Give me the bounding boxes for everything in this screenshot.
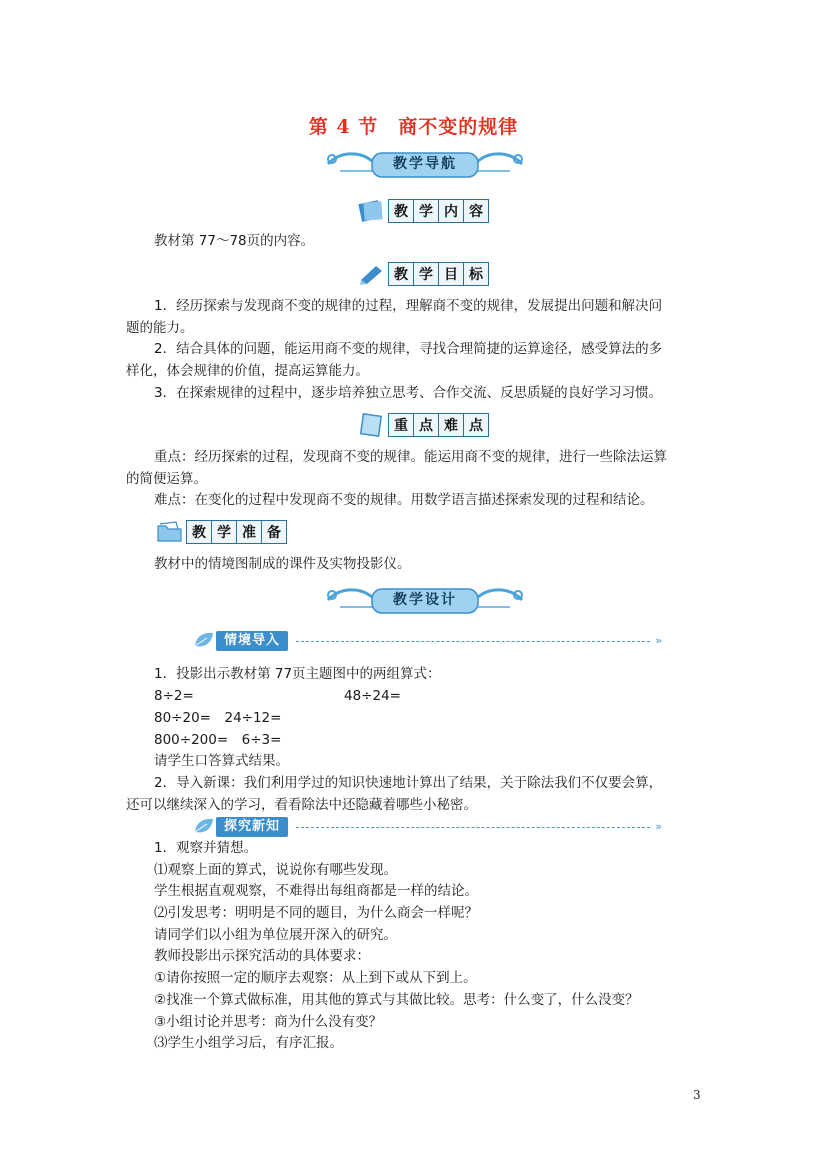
keypoints-line: 难点：在变化的过程中发现商不变的规律。用数学语言描述探索发现的过程和结论。 [154, 492, 654, 508]
section-char: 目 [438, 262, 464, 286]
leaf-icon [192, 816, 216, 838]
section-header-prep [156, 519, 296, 545]
banner-teaching-guide [320, 147, 530, 181]
folder-icon [156, 520, 184, 544]
notebook-icon [358, 413, 386, 437]
section-char: 备 [261, 520, 287, 544]
section-char: 教 [186, 520, 212, 544]
section-char: 教 [388, 199, 414, 223]
intro-line: 80÷20= 24÷12= [154, 710, 282, 726]
banner-teaching-design [320, 583, 530, 617]
section-header-keypoints [358, 412, 498, 438]
goals-line: 样化，体会规律的价值，提高运算能力。 [126, 363, 369, 379]
section-char: 重 [388, 413, 414, 437]
section-char: 点 [463, 413, 489, 437]
leaf-icon [192, 630, 216, 652]
section-header-content [358, 198, 498, 224]
section-char: 准 [236, 520, 262, 544]
explore-line: 请同学们以小组为单位展开深入的研究。 [154, 927, 397, 943]
explore-line: ①请你按照一定的顺序去观察：从上到下或从下到上。 [154, 970, 477, 986]
goals-line: 题的能力。 [126, 320, 194, 336]
intro-line: 8÷2= [154, 688, 194, 704]
double-chevron-right-icon: » [655, 634, 662, 647]
intro-line: 还可以继续深入的学习，看看除法中还隐藏着哪些小秘密。 [126, 797, 477, 813]
explore-line: 1．观察并猜想。 [154, 840, 258, 856]
explore-line: ⑶学生小组学习后，有序汇报。 [154, 1035, 343, 1051]
banner-label: 教学导航 [393, 156, 457, 172]
intro-line: 48÷24= [344, 688, 401, 704]
section-char: 容 [463, 199, 489, 223]
subhead-label: 探究新知 [216, 817, 288, 837]
explore-line: ③小组讨论并思考：商为什么没有变？ [154, 1014, 383, 1030]
section-char: 内 [438, 199, 464, 223]
content-text: 教材第 77～78页的内容。 [154, 233, 315, 249]
prep-text: 教材中的情境图制成的课件及实物投影仪。 [154, 556, 411, 572]
intro-line: 请学生口答算式结果。 [154, 753, 289, 769]
section-char: 点 [413, 413, 439, 437]
section-char: 难 [438, 413, 464, 437]
goals-line: 2．结合具体的问题，能运用商不变的规律，寻找合理简捷的运算途径，感受算法的多 [154, 341, 663, 357]
double-chevron-right-icon: » [655, 820, 662, 833]
intro-line: 1．投影出示教材第 77页主题图中的两组算式： [154, 666, 441, 682]
section-char: 学 [211, 520, 237, 544]
page-title: 第 4 节 商不变的规律 [308, 116, 519, 138]
goals-line: 3．在探索规律的过程中，逐步培养独立思考、合作交流、反思质疑的良好学习习惯。 [154, 385, 663, 401]
keypoints-line: 的简便运算。 [126, 471, 207, 487]
pencil-icon [358, 262, 386, 286]
explore-line: ⑴观察上面的算式，说说你有哪些发现。 [154, 862, 397, 878]
section-char: 标 [463, 262, 489, 286]
goals-line: 1．经历探索与发现商不变的规律的过程，理解商不变的规律，发展提出问题和解决问 [154, 298, 663, 314]
dashed-divider [296, 827, 650, 828]
subhead-intro [192, 630, 662, 652]
section-char: 教 [388, 262, 414, 286]
keypoints-line: 重点：经历探索的过程，发现商不变的规律。能运用商不变的规律，进行一些除法运算 [154, 449, 667, 465]
explore-line: 教师投影出示探究活动的具体要求： [154, 948, 370, 964]
intro-line: 800÷200= 6÷3= [154, 732, 282, 748]
dashed-divider [296, 641, 650, 642]
subhead-label: 情境导入 [216, 631, 288, 651]
intro-line: 2．导入新课：我们利用学过的知识快速地计算出了结果，关于除法我们不仅要会算， [154, 775, 663, 791]
section-char: 学 [413, 262, 439, 286]
explore-line: ⑵引发思考：明明是不同的题目，为什么商会一样呢？ [154, 905, 478, 921]
section-header-goals [358, 261, 498, 287]
page-number: 3 [693, 1088, 701, 1102]
subhead-explore [192, 816, 662, 838]
explore-line: 学生根据直观观察，不难得出每组商都是一样的结论。 [154, 883, 478, 899]
explore-line: ②找准一个算式做标准，用其他的算式与其做比较。思考：什么变了，什么没变？ [154, 992, 639, 1008]
banner-label: 教学设计 [393, 592, 457, 608]
book-icon [358, 199, 386, 223]
section-char: 学 [413, 199, 439, 223]
